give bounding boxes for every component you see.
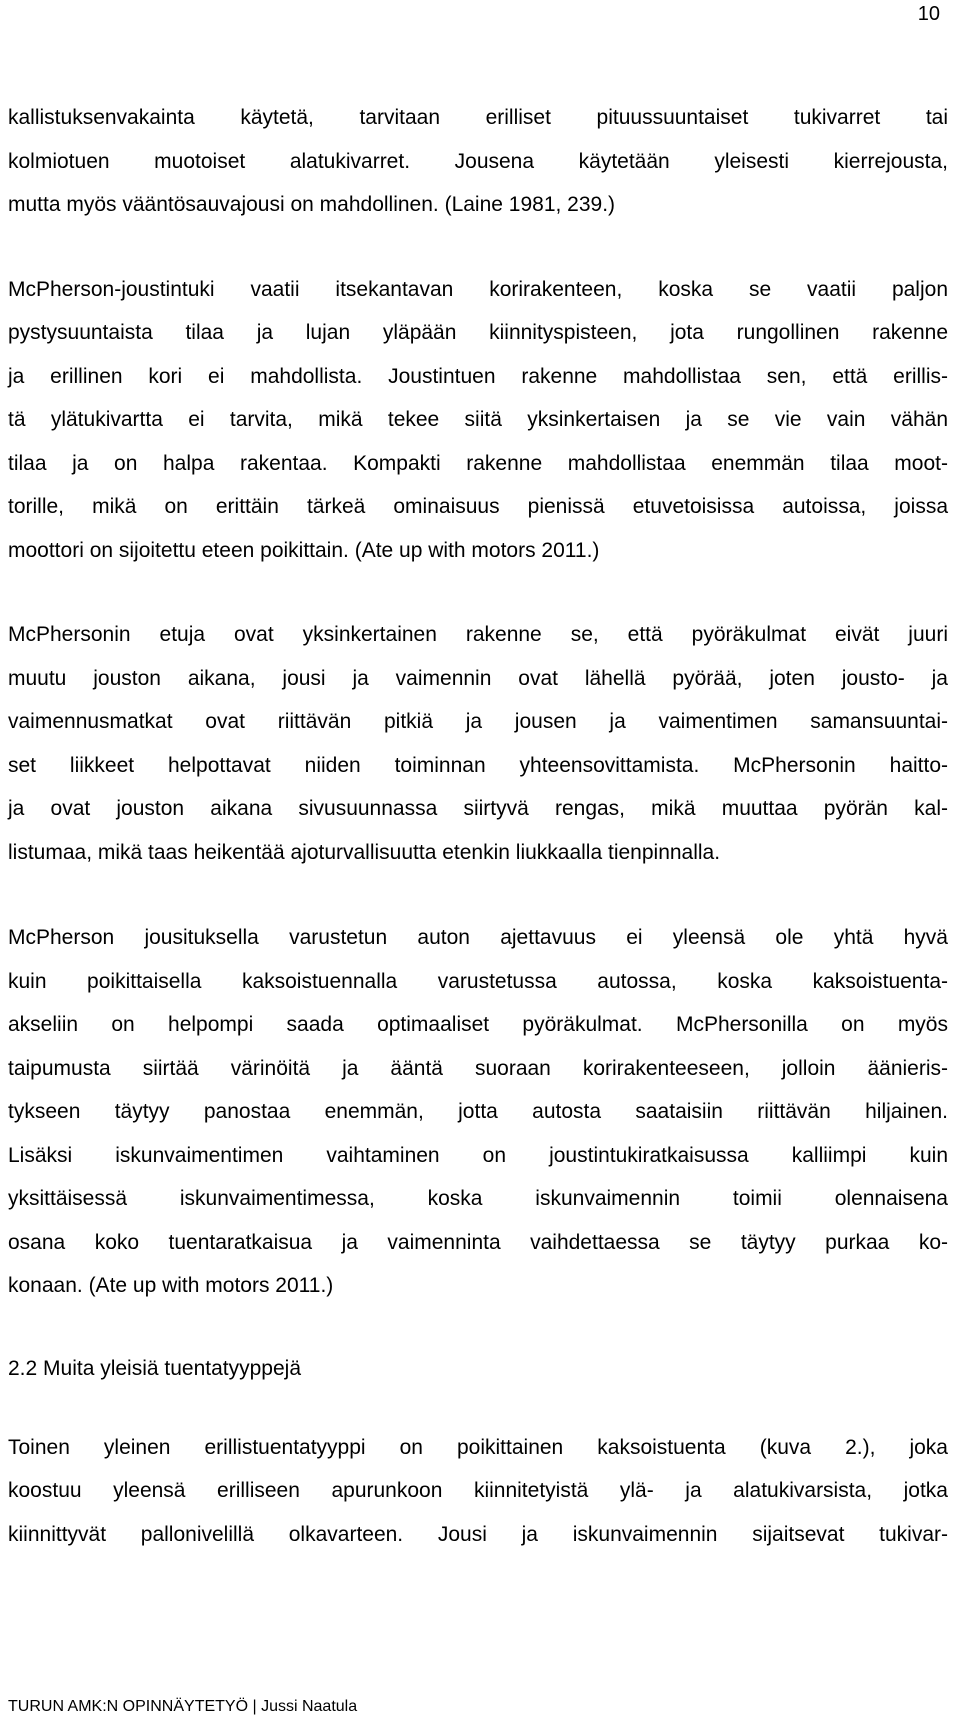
- text-line: set liikkeet helpottavat niiden toiminnan yhteensovittamista. McPhersonin haitto-: [8, 753, 948, 777]
- text-line: konaan. (Ate up with motors 2011.): [8, 1274, 334, 1297]
- text-line: kallistuksenvakainta käytetä, tarvitaan erilliset pituussuuntaiset tukivarret tai: [8, 106, 948, 129]
- text-line: Lisäksi iskunvaimentimen vaihtaminen on joustintukiratkaisussa kalliimpi kuin: [8, 1143, 948, 1167]
- section-heading: 2.2 Muita yleisiä tuentatyyppejä: [8, 1356, 302, 1380]
- paragraph-1: [8, 96, 948, 227]
- text-line: McPherson-joustintuki vaatii itsekantavan korirakenteen, koska se vaatii paljon: [8, 277, 948, 301]
- text-line: akseliin on helpompi saada optimaaliset pyöräkulmat. McPhersonilla on myös: [8, 1013, 948, 1036]
- document-body: [8, 96, 948, 1556]
- text-line: yksittäisessä iskunvaimentimessa, koska iskunvaimennin toimii olennaisena: [8, 1187, 948, 1210]
- text-line: tykseen täytyy panostaa enemmän, jotta autosta saataisiin riittävän hiljainen.: [8, 1100, 948, 1123]
- text-line: tä ylätukivartta ei tarvita, mikä tekee siitä yksinkertaisen ja se vie vain vähän: [8, 408, 948, 431]
- text-line: osana koko tuentaratkaisua ja vaimenninta vaihdettaessa se täytyy purkaa ko-: [8, 1230, 948, 1254]
- text-line: kiinnittyvät pallonivelillä olkavarteen. Jousi ja iskunvaimennin sijaitsevat tukivar-: [8, 1522, 948, 1546]
- text-line: kuin poikittaisella kaksoistuennalla varustetussa autossa, koska kaksoistuenta-: [8, 969, 948, 993]
- text-line: koostuu yleensä erilliseen apurunkoon kiinnitetyistä ylä- ja alatukivarsista, jotka: [8, 1479, 948, 1502]
- text-line: muutu jouston aikana, jousi ja vaimennin ovat lähellä pyörää, joten jousto- ja: [8, 666, 948, 690]
- paragraph-3: [8, 613, 948, 874]
- paragraph-4: [8, 916, 948, 1308]
- text-line: kolmiotuen muotoiset alatukivarret. Jousena käytetään yleisesti kierrejousta,: [8, 149, 948, 173]
- text-line: McPhersonin etuja ovat yksinkertainen rakenne se, että pyöräkulmat eivät juuri: [8, 623, 948, 646]
- page-number: 10: [917, 3, 940, 25]
- text-line: ja erillinen kori ei mahdollista. Joustintuen rakenne mahdollistaa sen, että erillis-: [8, 364, 948, 388]
- text-line: Toinen yleinen erillistuentatyyppi on poikittainen kaksoistuenta (kuva 2.), joka: [8, 1435, 948, 1459]
- page-footer: TURUN AMK:N OPINNÄYTETYÖ | Jussi Naatula: [8, 1698, 358, 1715]
- paragraph-2: [8, 268, 948, 573]
- text-line: pystysuuntaista tilaa ja lujan yläpään kiinnityspisteen, jota rungollinen rakenne: [8, 321, 948, 344]
- text-line: tilaa ja on halpa rakentaa. Kompakti rakenne mahdollistaa enemmän tilaa moot-: [8, 451, 948, 475]
- paragraph-5: [8, 1426, 948, 1557]
- text-line: moottori on sijoitettu eteen poikittain. (Ate up with motors 2011.): [8, 538, 600, 562]
- text-line: vaimennusmatkat ovat riittävän pitkiä ja jousen ja vaimentimen samansuuntai-: [8, 710, 948, 733]
- text-line: McPherson jousituksella varustetun auton ajettavuus ei yleensä ole yhtä hyvä: [8, 926, 948, 949]
- text-line: taipumusta siirtää värinöitä ja ääntä suoraan korirakenteeseen, jolloin äänieris-: [8, 1056, 948, 1080]
- text-line: mutta myös vääntösauvajousi on mahdollinen. (Laine 1981, 239.): [8, 193, 616, 216]
- text-line: ja ovat jouston aikana sivusuunnassa siirtyvä rengas, mikä muuttaa pyörän kal-: [8, 797, 948, 820]
- text-line: listumaa, mikä taas heikentää ajoturvallisuutta etenkin liukkaalla tienpinnalla.: [8, 840, 721, 864]
- text-line: torille, mikä on erittäin tärkeä ominaisuus pienissä etuvetoisissa autoissa, joissa: [8, 495, 948, 518]
